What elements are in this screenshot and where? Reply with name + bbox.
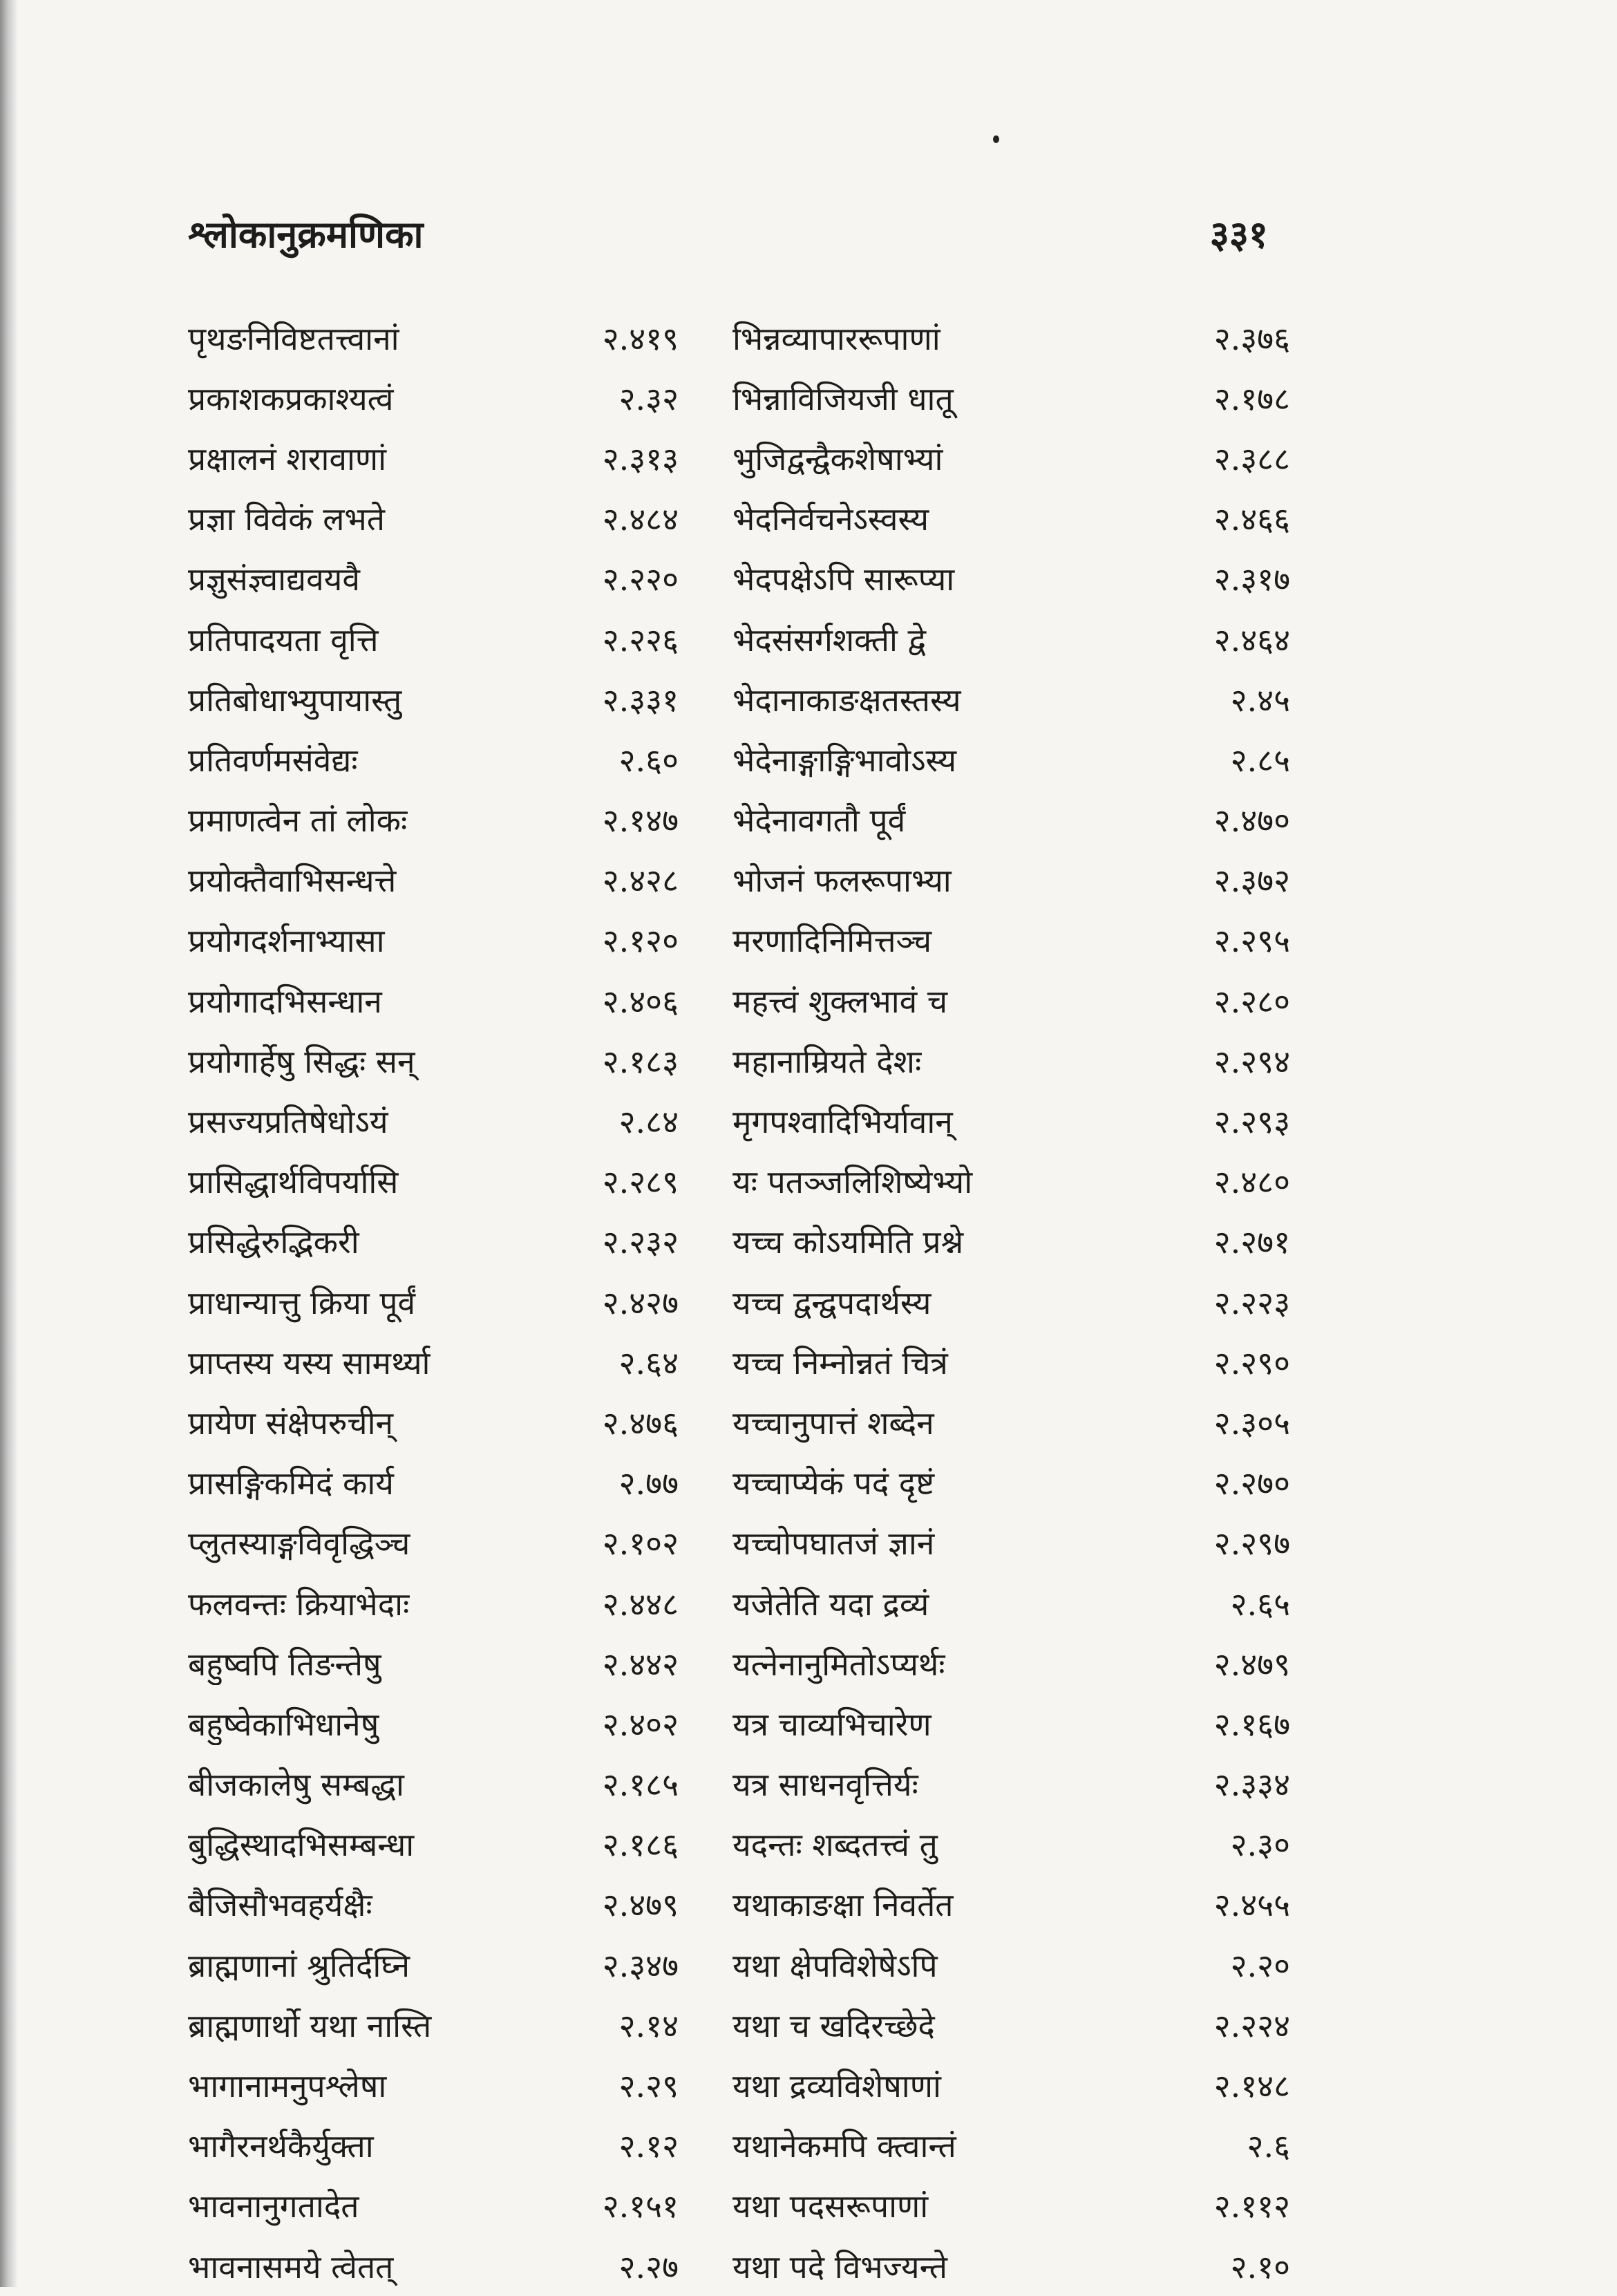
right-verse: यथा पदसरूपाणां [732,2187,929,2226]
right-reference: २.३७६ [1213,319,1290,357]
ink-speck [993,135,999,143]
left-reference: २.३३१ [602,681,679,719]
left-verse: भागैरनर्थकैर्युक्ता [188,2127,374,2165]
left-verse: प्रज्ञा विवेकं लभते [188,500,385,538]
left-verse: प्रयोगदर्शनाभ्यासा [188,922,385,960]
right-verse: यत्र साधनवृत्तिर्यः [732,1766,918,1804]
left-verse: भावनासमये त्वेतत् [188,2248,394,2286]
right-reference: २.३७२ [1213,862,1290,900]
right-verse: मरणादिनिमित्तञ्च [732,922,932,960]
verse-index-table [188,308,1290,2296]
right-reference: २.१४८ [1213,2067,1290,2105]
index-row [188,1031,1290,1091]
left-reference: २.४२८ [602,862,679,900]
left-reference: २.४२७ [602,1283,679,1321]
right-reference: २.३८८ [1213,440,1290,478]
right-reference: २.२९४ [1213,1042,1290,1080]
index-row [188,729,1290,789]
right-reference: २.८५ [1230,741,1290,779]
left-verse: फलवन्तः क्रियाभेदाः [188,1585,410,1623]
left-reference: २.४७६ [602,1404,679,1442]
left-verse: ब्राह्मणानां श्रुतिर्दघ्नि [188,1946,410,1984]
right-verse: यच्च द्वन्द्वपदार्थस्य [732,1283,932,1321]
right-verse: भेदेनावगतौ पूर्वं [732,802,906,840]
left-verse: प्रसिद्धेरुद्भिकरी [188,1223,359,1261]
right-verse: भिन्नाविजियजी धातू [732,379,954,417]
index-row [188,368,1290,428]
index-row [188,1935,1290,1995]
left-verse: प्रतिबोधाभ्युपायास्तु [188,681,402,719]
right-reference: २.४६४ [1213,621,1290,659]
right-reference: २.१६७ [1213,1705,1290,1743]
left-verse: प्रक्षालनं शरावाणां [188,440,387,478]
left-reference: २.४०२ [602,1705,679,1743]
index-row [188,1995,1290,2055]
left-reference: २.२२६ [602,621,679,659]
right-verse: यच्चोपघातजं ज्ञानं [732,1525,935,1563]
left-reference: २.२३२ [602,1223,679,1261]
index-row [188,850,1290,910]
right-reference: २.४६६ [1213,500,1290,538]
right-verse: यजेतेति यदा द्रव्यं [732,1585,929,1623]
left-reference: २.१०२ [602,1525,679,1563]
right-reference: २.४७० [1213,802,1290,840]
left-verse: भागानामनुपश्लेषा [188,2067,387,2105]
left-reference: २.१५१ [602,2187,679,2226]
left-reference: २.४१९ [602,319,679,357]
right-reference: २.२९७ [1213,1525,1290,1563]
left-reference: २.८४ [618,1103,679,1141]
index-row [188,1212,1290,1272]
left-verse: प्रतिवर्णमसंवेद्यः [188,741,358,779]
left-verse: प्राप्तस्य यस्य सामर्थ्या [188,1344,431,1382]
left-reference: २.४४८ [602,1585,679,1623]
index-row [188,1332,1290,1392]
left-verse: प्रतिपादयता वृत्ति [188,621,379,659]
left-verse: प्रयोगादभिसन्धान [188,982,382,1020]
right-verse: यच्चाप्येकं पदं दृष्टं [732,1465,935,1503]
left-reference: २.१४ [618,2006,679,2044]
right-reference: २.२९० [1213,1344,1290,1382]
index-row [188,428,1290,488]
right-verse: भेदनिर्वचनेऽस्वस्य [732,500,929,538]
left-verse: बुद्धिस्थादभिसम्बन्धा [188,1826,415,1864]
left-verse: प्रयोगार्हेषु सिद्धः सन् [188,1042,415,1080]
right-reference: २.३० [1230,1826,1290,1864]
index-row [188,1814,1290,1874]
right-verse: यच्चानुपात्तं शब्देन [732,1404,934,1442]
right-reference: २.६ [1247,2127,1290,2165]
left-reference: २.१८५ [602,1766,679,1804]
right-reference: २.२२३ [1213,1283,1290,1321]
index-row [188,970,1290,1031]
right-verse: भेदसंसर्गशक्ती द्वे [732,621,926,659]
right-reference: २.२९३ [1213,1103,1290,1141]
right-verse: महानाम्रियते देशः [732,1042,922,1080]
index-row [188,308,1290,368]
index-row [188,910,1290,970]
left-reference: २.४०६ [602,982,679,1020]
right-verse: यथा क्षेपविशेषेऽपि [732,1946,938,1984]
index-row [188,1272,1290,1332]
right-verse: मृगपश्वादिभिर्यावान् [732,1103,953,1141]
left-verse: प्राधान्यात्तु क्रिया पूर्वं [188,1283,416,1321]
left-reference: २.१२० [602,922,679,960]
right-reference: २.२७१ [1213,1223,1290,1261]
left-verse: प्लुतस्याङ्गविवृद्धिञ्च [188,1525,410,1563]
page-binding-shadow [0,0,18,2287]
right-reference: २.२९५ [1213,922,1290,960]
right-verse: यः पतञ्जलिशिष्येभ्यो [732,1163,973,1201]
left-verse: प्रसज्यप्रतिषेधोऽयं [188,1103,388,1141]
right-reference: २.१७८ [1213,379,1290,417]
left-reference: २.४७९ [602,1886,679,1924]
right-verse: यदन्तः शब्दतत्त्वं तु [732,1826,938,1864]
index-row [188,1754,1290,1814]
left-verse: बहुष्वपि तिङन्तेषु [188,1645,381,1683]
left-verse: बैजिसौभवहर्यक्षैः [188,1886,372,1924]
index-row [188,1151,1290,1212]
right-verse: भिन्नव्यापाररूपाणां [732,319,940,357]
left-reference: २.२७ [618,2248,679,2286]
right-verse: भोजनं फलरूपाभ्या [732,862,952,900]
left-verse: प्रमाणत्वेन तां लोकः [188,802,408,840]
index-row [188,489,1290,549]
right-verse: यत्र चाव्यभिचारेण [732,1705,932,1743]
index-row [188,669,1290,729]
index-row [188,549,1290,609]
index-row [188,1453,1290,1513]
right-reference: २.४५ [1230,681,1290,719]
right-verse: यत्नेनानुमितोऽप्यर्थः [732,1645,945,1683]
index-row [188,790,1290,850]
right-verse: भेदानाकाङक्षतस्तस्य [732,681,961,719]
left-verse: प्रकाशकप्रकाश्यत्वं [188,379,394,417]
right-verse: भेदेनाङ्गाङ्गिभावोऽस्य [732,741,957,779]
index-row [188,1874,1290,1935]
page-number: ३३१ [1209,212,1268,256]
left-reference: २.३१३ [602,440,679,478]
right-verse: यथाकाङक्षा निवर्तेत [732,1886,954,1924]
right-reference: २.२७० [1213,1465,1290,1503]
right-verse: भेदपक्षेऽपि सारूप्या [732,561,955,599]
right-verse: यथा च खदिरच्छेदे [732,2006,935,2044]
left-verse: प्रयोक्तैवाभिसन्धत्ते [188,862,397,900]
index-row [188,2116,1290,2176]
left-reference: २.१४७ [602,802,679,840]
right-reference: २.४७९ [1213,1645,1290,1683]
left-verse: प्रायेण संक्षेपरुचीन् [188,1404,394,1442]
right-reference: २.२० [1230,1946,1290,1984]
left-verse: बीजकालेषु सम्बद्धा [188,1766,404,1804]
left-reference: २.३२ [618,379,679,417]
index-row [188,1633,1290,1693]
left-reference: २.४४२ [602,1645,679,1683]
left-reference: २.२९ [618,2067,679,2105]
right-reference: २.३१७ [1213,561,1290,599]
right-reference: २.११२ [1213,2187,1290,2226]
right-verse: यथा पदे विभज्यन्ते [732,2248,947,2286]
index-row [188,2055,1290,2115]
left-reference: २.१८६ [602,1826,679,1864]
right-verse: भुजिद्वन्द्वैकशेषाभ्यां [732,440,943,478]
left-verse: प्रासङ्गिकमिदं कार्य [188,1465,394,1503]
index-row [188,1693,1290,1753]
index-row [188,1091,1290,1151]
right-reference: २.६५ [1230,1585,1290,1623]
index-row [188,1513,1290,1573]
left-reference: २.२२० [602,561,679,599]
right-verse: महत्त्वं शुक्लभावं च [732,982,948,1020]
right-verse: यच्च निम्नोन्नतं चित्रं [732,1344,948,1382]
right-reference: २.३३४ [1213,1766,1290,1804]
right-reference: २.२२४ [1213,2006,1290,2044]
left-reference: २.६० [618,741,679,779]
left-verse: भावनानुगतादेत [188,2187,359,2226]
right-reference: २.१० [1230,2248,1290,2286]
right-reference: २.४५५ [1213,1886,1290,1924]
left-verse: प्रज्ञुसंज्ञ्वाद्यवयवै [188,561,360,599]
right-reference: २.३०५ [1213,1404,1290,1442]
left-reference: २.४८४ [602,500,679,538]
running-head-title: श्लोकानुक्रमणिका [188,212,424,256]
left-verse: ब्राह्मणार्थो यथा नास्ति [188,2006,432,2044]
left-verse: पृथङनिविष्टतत्त्वानां [188,319,399,357]
index-row [188,609,1290,669]
left-reference: २.२८९ [602,1163,679,1201]
right-reference: २.२८० [1213,982,1290,1020]
left-reference: २.६४ [618,1344,679,1382]
index-row [188,2176,1290,2236]
left-reference: २.१२ [618,2127,679,2165]
left-verse: बहुष्वेकाभिधानेषु [188,1705,379,1743]
right-verse: यथा द्रव्यविशेषाणां [732,2067,941,2105]
index-row [188,1573,1290,1633]
left-reference: २.१८३ [602,1042,679,1080]
left-reference: २.३४७ [602,1946,679,1984]
right-reference: २.४८० [1213,1163,1290,1201]
left-reference: २.७७ [618,1465,679,1503]
right-verse: यच्च कोऽयमिति प्रश्ने [732,1223,964,1261]
left-verse: प्रासिद्धार्थविपर्यासि [188,1163,399,1201]
index-row [188,1392,1290,1452]
right-verse: यथानेकमपि क्त्वान्तं [732,2127,956,2165]
